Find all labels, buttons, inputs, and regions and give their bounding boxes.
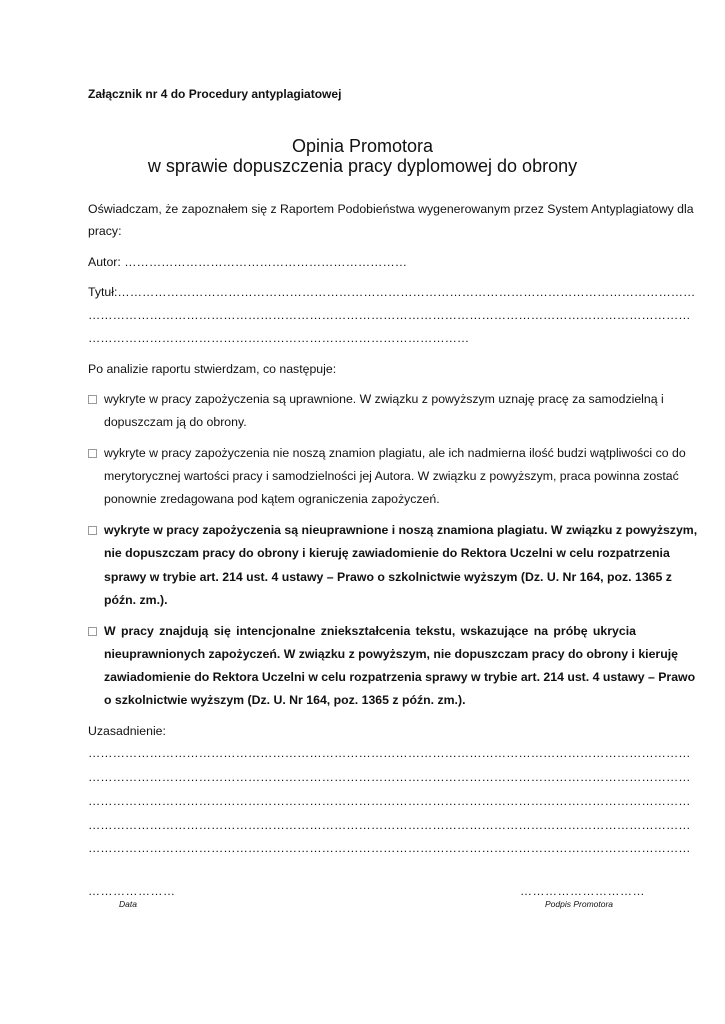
option-2-line-1: wykryte w pracy zapożyczenia nie noszą znamion plagiatu, ale ich nadmierna ilość budzi wątpliwości co do [104,446,686,460]
option-3-line-3: sprawy w trybie art. 214 ust. 4 ustawy – Prawo o szkolnictwie wyższym (Dz. U. Nr 164, poz. 1365 z [104,570,672,584]
option-3-line-4: późn. zm.). [104,593,168,607]
document-subtitle: w sprawie dopuszczenia pracy dyplomowej do obrony [147,156,578,176]
statement-line-2: pracy: [88,224,122,238]
promoter-signature-line: ………………………… [520,884,645,898]
statement-line-1: Oświadczam, że zapoznałem się z Raportem Podobieństwa wygenerowanym przez System Antyplagiatowy dla [88,202,694,216]
author-label: Autor: [88,255,121,269]
justification-line-1[interactable]: ………………………………………………………………………………………………………………………………… [88,746,691,760]
title-dots-3: ………………………………………………………………………………… [88,331,470,345]
justification-line-2[interactable]: ………………………………………………………………………………………………………………………………… [88,770,691,784]
justification-line-3[interactable]: ………………………………………………………………………………………………………………………………… [88,794,691,808]
option-4-line-1: W pracy znajdują się intencjonalne zniekształcenia tekstu, wskazujące na próbę ukrycia [104,624,636,638]
document-title: Opinia Promotora [291,136,434,156]
justification-line-5[interactable]: ………………………………………………………………………………………………………………………………… [88,841,691,855]
option-1-checkbox[interactable] [88,395,97,404]
option-4-line-4: o szkolnictwie wyższym (Dz. U. Nr 164, poz. 1365 z późn. zm.). [104,693,466,707]
title-label: Tytuł: [88,285,118,299]
option-3-line-2: nie dopuszczam pracy do obrony i kieruję zawiadomienie do Rektora Uczelni w celu rozpatrzenia [104,546,670,560]
justification-line-4[interactable]: ………………………………………………………………………………………………………………………………… [88,818,691,832]
option-2-checkbox[interactable] [88,449,97,458]
option-1-line-2: dopuszczam ją do obrony. [104,415,247,429]
date-signature-line: ………………… [88,884,176,898]
analysis-intro: Po analizie raportu stwierdzam, co następuje: [88,362,337,376]
date-label: Data [119,899,137,909]
option-3-line-1: wykryte w pracy zapożyczenia są nieuprawnione i noszą znamiona plagiatu. W związku z powyższym, [104,523,698,537]
promoter-signature-label: Podpis Promotora [545,899,614,909]
author-field [88,255,407,269]
author-dots: …………………………………………………………… [124,255,408,269]
option-2-line-2: merytorycznej wartości pracy i samodzielności jej Autora. W związku z powyższym, praca powinna zostać [104,469,679,483]
title-dots-1: …………………………………………………………………………………………………………………………… [117,285,696,299]
justification-label: Uzasadnienie: [88,724,166,738]
annex-label: Załącznik nr 4 do Procedury antyplagiatowej [88,87,342,101]
option-1-line-1: wykryte w pracy zapożyczenia są uprawnione. W związku z powyższym uznaję pracę za samodzielną i [104,392,664,406]
option-4-line-2: nieuprawnionych zapożyczeń. W związku z powyższym, nie dopuszczam pracy do obrony i kieruję [104,647,678,661]
option-4-checkbox[interactable] [88,627,97,636]
title-dots-2: ………………………………………………………………………………………………………………………………… [88,308,691,322]
option-2-line-3: ponownie zredagowana pod kątem ograniczenia zapożyczeń. [104,492,440,506]
title-field [88,285,696,299]
option-3-checkbox[interactable] [88,526,97,535]
option-4-line-3: zawiadomienie do Rektora Uczelni w celu rozpatrzenia sprawy w trybie art. 214 ust. 4 ustawy – Prawo [104,670,696,684]
